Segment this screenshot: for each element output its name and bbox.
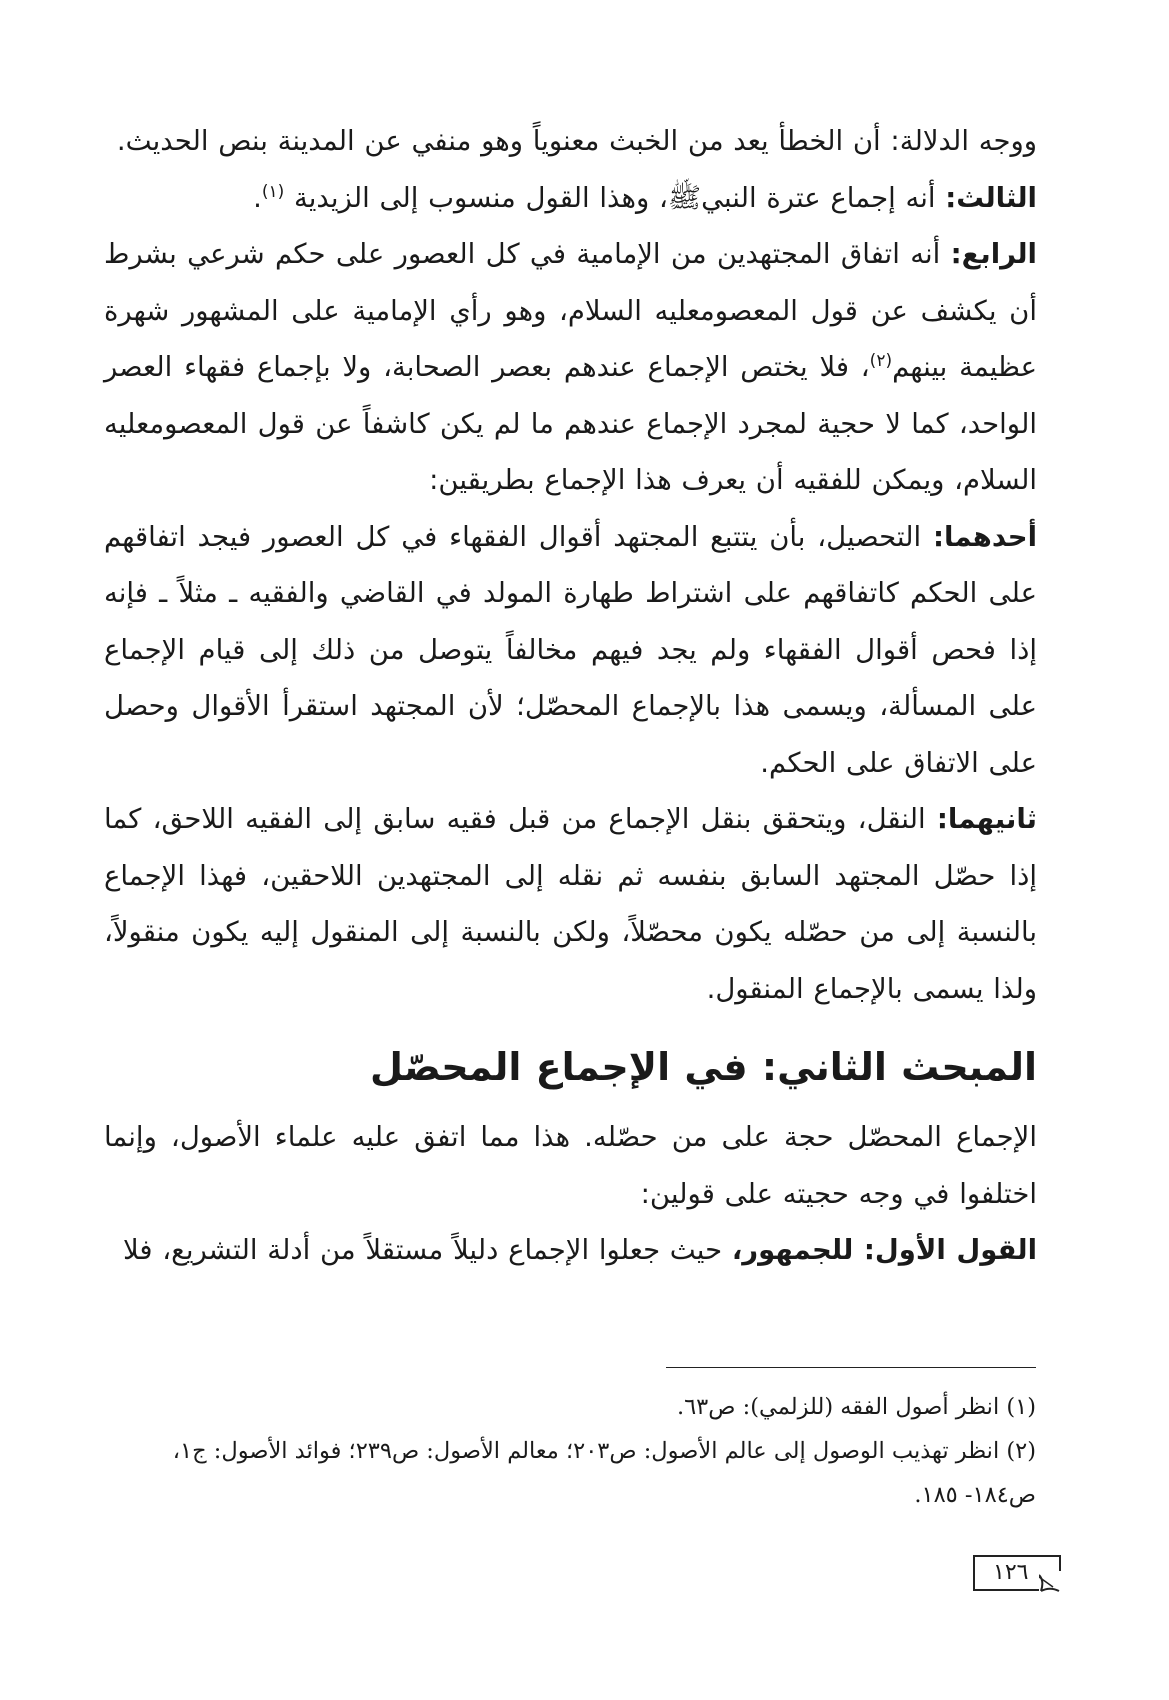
paragraph-third-opinion (104, 170, 1037, 227)
paragraph-lead: ثانيهما: (936, 803, 1037, 835)
footnote-ref: (٢) (869, 350, 893, 371)
paragraph-text: أنه اتفاق المجتهدين من الإمامية في كل العصور على حكم شرعي بشرط أن يكشف عن قول المعصومعليه السلام، وهو رأي الإمامية على المشهور شهرة عظيمة بينهم (104, 238, 1037, 383)
footnote-item: (٢) انظر تهذيب الوصول إلى عالم الأصول: ص٢٠٣؛ معالم الأصول: ص٢٣٩؛ فوائد الأصول: ج١، ص١٨٤- ١٨٥. (172, 1438, 1036, 1508)
footnotes (104, 1385, 1036, 1517)
paragraph-text: النقل، ويتحقق بنقل الإجماع من قبل فقيه سابق إلى الفقيه اللاحق، كما إذا حصّل المجتهد السابق بنفسه ثم نقله إلى المجتهدين اللاحقين، فهذا الإجماع بالنسبة إلى من حصّله يكون محصّلاً، ولكن بالنسبة إلى المنقول إليه يكون منقولاً، ولذا يسمى بالإجماع المنقول. (104, 803, 1037, 1005)
paragraph-second-method (104, 791, 1037, 1017)
page-number: ١٢٦ (993, 1560, 1029, 1585)
paragraph-first-saying (104, 1222, 1037, 1279)
paragraph-evidence (104, 113, 1037, 170)
paragraph-text: الإجماع المحصّل حجة على من حصّله. هذا مما اتفق عليه علماء الأصول، وإنما اختلفوا في وجه حجيته على قولين: (104, 1121, 1037, 1210)
page-number-box (973, 1555, 1061, 1591)
paragraph-first-method (104, 509, 1037, 792)
paragraph-lead: الثالث: (945, 181, 1037, 214)
paragraph-text: ، فلا يختص الإجماع عندهم بعصر الصحابة، ولا بإجماع فقهاء العصر الواحد، كما لا حجية لمجرد الإجماع عندهم ما لم يكن كاشفاً عن قول المعصومعليه السلام، ويمكن للفقيه أن يعرف هذا الإجماع بطريقين: (104, 351, 1037, 496)
footnote-item: (١) انظر أصول الفقه (للزلمي): ص٦٣. (676, 1394, 1036, 1420)
paragraph-text: . (253, 181, 262, 214)
footnote-ref: (١) (261, 181, 285, 202)
paragraph-text: ووجه الدلالة: أن الخطأ يعد من الخبث معنوياً وهو منفي عن المدينة بنص الحديث. (116, 125, 1037, 157)
paragraph-lead: الرابع: (950, 238, 1037, 270)
main-text (104, 113, 1037, 1279)
paragraph-intro (104, 1109, 1037, 1222)
footnote-divider (666, 1367, 1036, 1368)
page-curl-icon (1039, 1571, 1061, 1591)
paragraph-lead: القول الأول: للجمهور، (731, 1234, 1037, 1266)
paragraph-text: التحصيل، بأن يتتبع المجتهد أقوال الفقهاء في كل العصور فيجد اتفاقهم على الحكم كاتفاقهم على اشتراط طهارة المولد في القاضي والفقيه ـ مثلاً ـ فإنه إذا فحص أقوال الفقهاء ولم يجد فيهم مخالفاً يتوصل من ذلك إلى قيام الإجماع على المسألة، ويسمى هذا بالإجماع المحصّل؛ لأن المجتهد استقرأ الأقوال وحصل على الاتفاق على الحكم. (104, 520, 1037, 779)
paragraph-text: حيث جعلوا الإجماع دليلاً مستقلاً من أدلة التشريع، فلا (123, 1234, 723, 1266)
paragraph-fourth-opinion (104, 226, 1037, 509)
section-heading: المبحث الثاني: في الإجماع المحصّل (369, 1045, 1037, 1089)
paragraph-text: أنه إجماع عترة النبيﷺ، وهذا القول منسوب إلى الزيدية (294, 181, 936, 214)
paragraph-lead: أحدهما: (933, 520, 1037, 553)
